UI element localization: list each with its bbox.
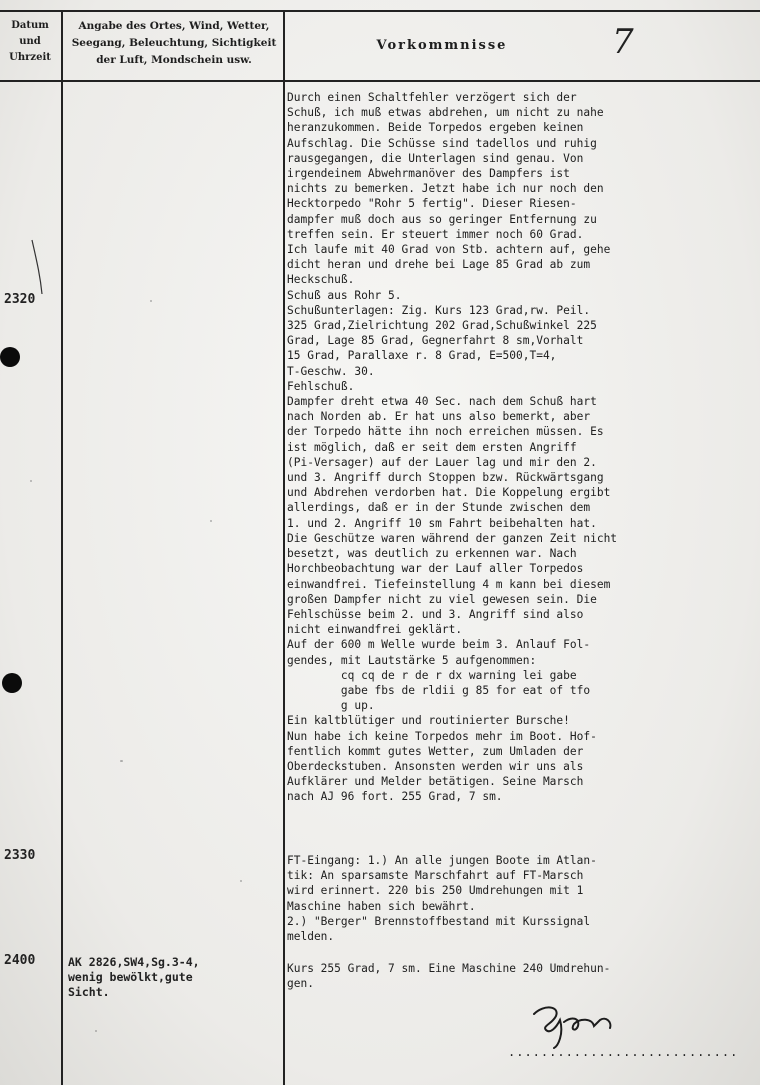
entry-2330-text: FT-Eingang: 1.) An alle jungen Boote im Atlan- tik: An sparsamste Marschfahrt auf FT-Marsch wird erinnert. 220 bis 250 Umdrehungen mit 1 Maschine haben sich bewährt. 2.) "Berger" Brennstoffbestand mit Kurssignal melden. — [287, 854, 597, 944]
time-2400: 2400 — [4, 953, 36, 968]
paper-speck — [30, 480, 32, 482]
punch-hole-upper — [0, 347, 20, 367]
entry-2400-text: Kurs 255 Grad, 7 sm. Eine Maschine 240 Umdrehun- gen. — [287, 962, 611, 991]
position-weather-entry: AK 2826,SW4,Sg.3-4, wenig bewölkt,gute Sicht. — [68, 955, 200, 999]
handwritten-signature — [520, 1000, 640, 1050]
header-conditions-line-1: Angabe des Ortes, Wind, Wetter, — [78, 20, 270, 32]
page-number: 7 — [612, 22, 634, 62]
time-2320: 2320 — [4, 292, 36, 307]
header-conditions-line-2: Seegang, Beleuchtung, Sichtigkeit — [71, 37, 277, 49]
punch-hole-lower — [2, 673, 22, 693]
column-divider-2 — [283, 10, 285, 1085]
pencil-mark — [28, 238, 48, 296]
paper-speck — [95, 1030, 97, 1032]
header-conditions — [66, 18, 282, 69]
header-conditions-line-3: der Luft, Mondschein usw. — [96, 54, 252, 66]
header-date-label: Datum — [11, 20, 49, 31]
header-rule — [0, 80, 760, 82]
header-time-label: Uhrzeit — [9, 52, 51, 63]
header-events: Vorkommnisse — [376, 38, 508, 53]
paper-speck — [240, 880, 242, 882]
header-and-label: und — [19, 36, 41, 47]
paper-speck — [120, 760, 123, 762]
signature-dotted-line: ............................ — [508, 1045, 739, 1059]
header-date-time — [3, 18, 57, 66]
paper-speck — [150, 300, 152, 302]
top-rule — [0, 10, 760, 12]
time-2330: 2330 — [4, 848, 36, 863]
entry-2320-text: Durch einen Schaltfehler verzögert sich der Schuß, ich muß etwas abdrehen, um nicht zu nahe heranzukommen. Beide Torpedos ergeben keinen Aufschlag. Die Schüsse sind tadellos und ruhig rausgegangen, die Unterlagen sind genau. Von irgendeinem Abwehrmanöver des Dampfers ist nichts zu bemerken. Jetzt habe ich nur noch den Hecktorpedo "Rohr 5 fertig". Dieser Riesen- dampfer muß doch aus so geringer Entfernung zu treffen sein. Er steuert immer noch 60 Grad. Ich laufe mit 40 Grad von Stb. achtern auf, gehe dicht heran und drehe bei Lage 85 Grad ab zum Heckschuß. Schuß aus Rohr 5. Schußunterlagen: Zig. Kurs 123 Grad,rw. Peil. 325 Grad,Zielrichtung 202 Grad,Schußwinkel 225 Grad, Lage 85 Grad, Gegnerfahrt 8 sm,Vorhalt 15 Grad, Parallaxe r. 8 Grad, E=500,T=4, T-Geschw. 30. Fehlschuß. Dampfer dreht etwa 40 Sec. nach dem Schuß hart nach Norden ab. Er hat uns also bemerkt, aber der Torpedo hätte ihn noch erreichen müssen. Es ist möglich, daß er seit dem ersten Angriff (Pi-Versager) auf der Lauer lag und mir den 2. und 3. Angriff durch Stoppen bzw. Rückwärtsgang und Abdrehen verdorben hat. Die Koppelung ergibt allerdings, daß er in der Stunde zwischen dem 1. und 2. Angriff 10 sm Fahrt beibehalten hat. Die Geschütze waren während der ganzen Zeit nicht besetzt, was deutlich zu erkennen war. Nach Horchbeobachtung war der Lauf aller Torpedos einwandfrei. Tiefeinstellung 4 m kann bei diesem großen Dampfer nicht zu viel gewesen sein. Die Fehlschüsse beim 2. und 3. Angriff sind also nicht einwandfrei geklärt. Auf der 600 m Welle wurde beim 3. Anlauf Fol- gendes, mit Lautstärke 5 aufgenommen: cq cq de r de r dx warning lei gabe gabe fbs de rldii g 85 for eat of tfo g up. Ein kaltblütiger und routinierter Bursche! Nun habe ich keine Torpedos mehr im Boot. Hof- fentlich kommt gutes Wetter, zum Umladen der Oberdeckstuben. Ansonsten werden wir uns als Aufklärer und Melder betätigen. Seine Marsch nach AJ 96 fort. 255 Grad, 7 sm. — [287, 91, 618, 804]
paper-speck — [210, 520, 212, 522]
column-divider-1 — [61, 10, 63, 1085]
